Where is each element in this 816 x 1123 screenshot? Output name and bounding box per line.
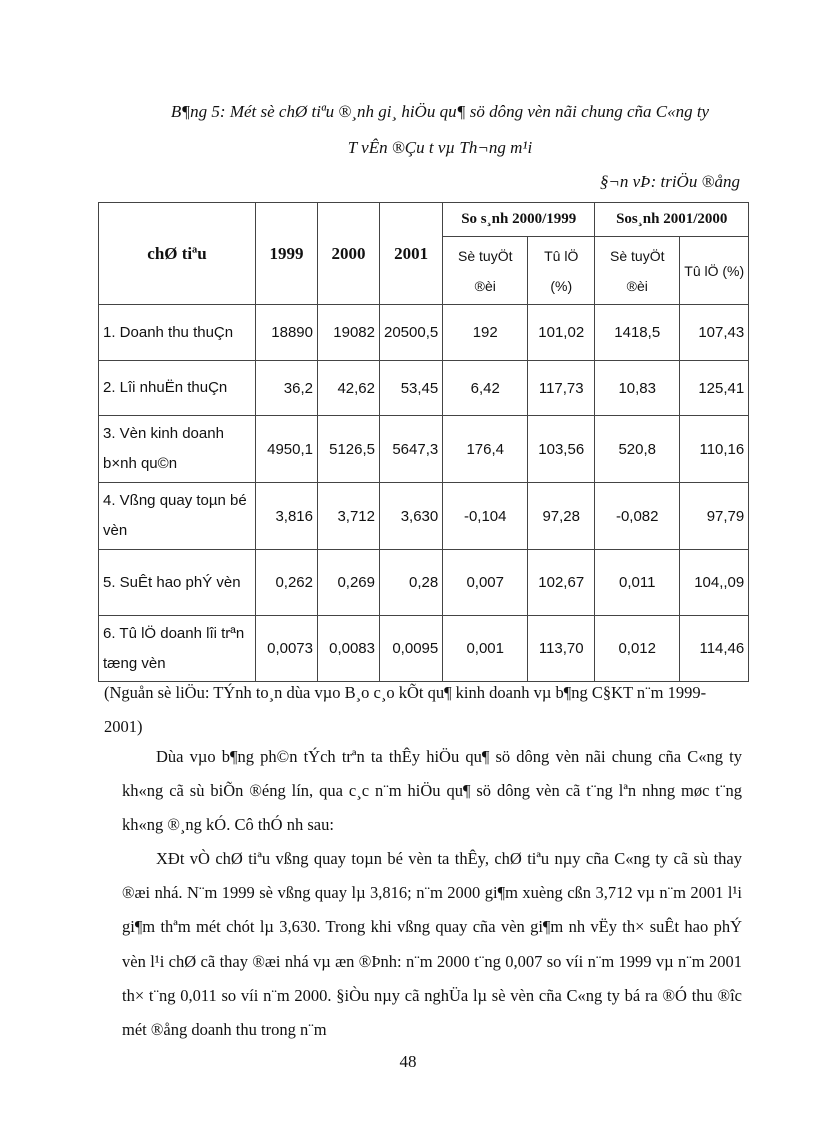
header-2001: 2001: [380, 203, 443, 305]
cell: 0,007: [443, 550, 528, 616]
cell: 4950,1: [256, 416, 318, 483]
cell: 0,0095: [380, 616, 443, 682]
cell: 104,,09: [680, 550, 749, 616]
cell: 0,262: [256, 550, 318, 616]
row-label: 2. Lîi nhuËn thuÇn: [99, 361, 256, 416]
unit-note: §¬n vÞ: triÖu ®ång: [599, 172, 740, 191]
table-row: [99, 483, 749, 550]
cell: 125,41: [680, 361, 749, 416]
row-label: 5. SuÊt hao phÝ vèn: [99, 550, 256, 616]
subheader-absolute: Sè tuyÖt ®èi: [595, 237, 680, 305]
paragraph-2: XÐt vÒ chØ tiªu vßng quay toµn bé vèn ta thÊy, chØ tiªu nµy cña C«ng ty cã sù thay ®æi nhá. N¨m 1999 sè vßng quay lµ 3,816; n¨m 2000 gi¶m xuèng cßn 3,712 vµ n¨m 2001 l¹i gi¶m thªm mét chót lµ 3,630. Trong khi vßng quay cña vèn gi¶m nh vËy th× suÊt hao phÝ vèn l¹i chØ cã thay ®æi nhá vµ æn ®Þnh: n¨m 2000 t¨ng 0,007 so víi n¨m 1999 vµ n¨m 2001 th× t¨ng 0,011 so víi n¨m 2000. §iÒu nµy cã nghÜa lµ sè vèn cña C«ng ty bá ra ®Ó thu ®îc mét ®ång doanh thu trong n¨m: [122, 849, 742, 1040]
cell: 36,2: [256, 361, 318, 416]
table-caption-line-1: B¶ng 5: Mét sè chØ tiªu ®¸nh gi¸ hiÖu qu¶ sö dông vèn nãi chung cña C«ng ty: [170, 102, 710, 121]
paragraph-1: Dùa vµo b¶ng ph©n tÝch trªn ta thÊy hiÖu qu¶ sö dông vèn nãi chung cña C«ng ty kh«ng cã sù biÕn ®éng lín, qua c¸c n¨m hiÖu qu¶ sö dông vèn cã t¨ng lªn nhng møc t¨ng kh«ng ®¸ng kÓ. Cô thÓ nh sau:: [122, 747, 742, 835]
cell: 18890: [256, 305, 318, 361]
cell: 0,28: [380, 550, 443, 616]
header-1999: 1999: [256, 203, 318, 305]
cell: 97,79: [680, 483, 749, 550]
cell: -0,104: [443, 483, 528, 550]
cell: 10,83: [595, 361, 680, 416]
table-row: [99, 305, 749, 361]
cell: 0,0073: [256, 616, 318, 682]
subheader-ratio: Tû lÖ (%): [528, 237, 595, 305]
cell: 117,73: [528, 361, 595, 416]
row-label: 1. Doanh thu thuÇn: [99, 305, 256, 361]
subheader-ratio: Tû lÖ (%): [680, 237, 749, 305]
cell: 0,0083: [318, 616, 380, 682]
cell: 103,56: [528, 416, 595, 483]
header-indicator: chØ tiªu: [99, 203, 256, 305]
header-compare-2000-1999: So s¸nh 2000/1999: [443, 203, 595, 237]
cell: 101,02: [528, 305, 595, 361]
cell: 520,8: [595, 416, 680, 483]
cell: 102,67: [528, 550, 595, 616]
cell: 0,011: [595, 550, 680, 616]
cell: 3,630: [380, 483, 443, 550]
cell: 114,46: [680, 616, 749, 682]
table-row: [99, 416, 749, 483]
source-note: (Nguån sè liÖu: TÝnh to¸n dùa vµo B¸o c¸o kÕt qu¶ kinh doanh vµ b¶ng C§KT n¨m 1999-2001): [104, 683, 707, 737]
table-caption-line-2: T vÊn ®Çu t vµ Th¬ng m¹i: [347, 138, 533, 157]
page-number: 48: [399, 1052, 417, 1071]
row-label: 6. Tû lÖ doanh lîi trªn tæng vèn: [99, 616, 256, 682]
header-row: [99, 203, 749, 237]
cell: 5647,3: [380, 416, 443, 483]
cell: 0,269: [318, 550, 380, 616]
table-row: [99, 361, 749, 416]
cell: 19082: [318, 305, 380, 361]
subheader-absolute: Sè tuyÖt ®èi: [443, 237, 528, 305]
cell: 20500,5: [380, 305, 443, 361]
cell: 53,45: [380, 361, 443, 416]
cell: 176,4: [443, 416, 528, 483]
cell: 3,712: [318, 483, 380, 550]
cell: 42,62: [318, 361, 380, 416]
header-compare-2001-2000: Sos¸nh 2001/2000: [595, 203, 749, 237]
cell: 113,70: [528, 616, 595, 682]
cell: 97,28: [528, 483, 595, 550]
cell: 0,012: [595, 616, 680, 682]
header-2000: 2000: [318, 203, 380, 305]
efficiency-table: [98, 202, 749, 682]
cell: -0,082: [595, 483, 680, 550]
table-row: [99, 550, 749, 616]
cell: 3,816: [256, 483, 318, 550]
cell: 110,16: [680, 416, 749, 483]
row-label: 3. Vèn kinh doanh b×nh qu©n: [99, 416, 256, 483]
cell: 192: [443, 305, 528, 361]
row-label: 4. Vßng quay toµn bé vèn: [99, 483, 256, 550]
cell: 1418,5: [595, 305, 680, 361]
cell: 5126,5: [318, 416, 380, 483]
table-row: [99, 616, 749, 682]
cell: 0,001: [443, 616, 528, 682]
cell: 107,43: [680, 305, 749, 361]
cell: 6,42: [443, 361, 528, 416]
